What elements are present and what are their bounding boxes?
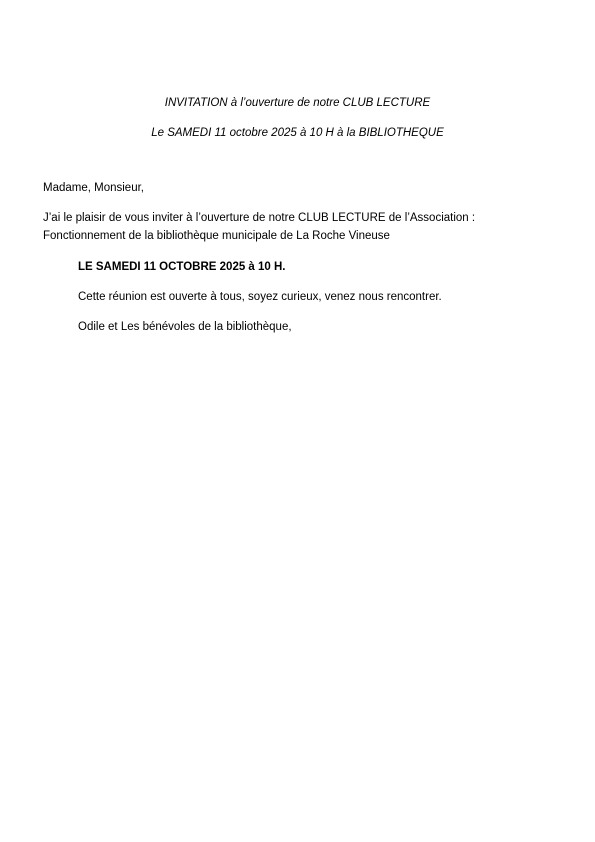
date-line: LE SAMEDI 11 OCTOBRE 2025 à 10 H. [78,261,286,273]
body-line-1: J’ai le plaisir de vous inviter à l’ouverture de notre CLUB LECTURE de l’Association : [43,212,476,224]
body-line-2: Fonctionnement de la bibliothèque municipale de La Roche Vineuse [43,230,390,242]
signature: Odile et Les bénévoles de la bibliothèque, [78,321,292,333]
salutation: Madame, Monsieur, [43,182,144,194]
invitation-subtitle: Le SAMEDI 11 octobre 2025 à 10 H à la BIBLIOTHEQUE [151,127,444,139]
meeting-line: Cette réunion est ouverte à tous, soyez curieux, venez nous rencontrer. [78,291,442,303]
invitation-title: INVITATION à l’ouverture de notre CLUB LECTURE [164,97,431,109]
